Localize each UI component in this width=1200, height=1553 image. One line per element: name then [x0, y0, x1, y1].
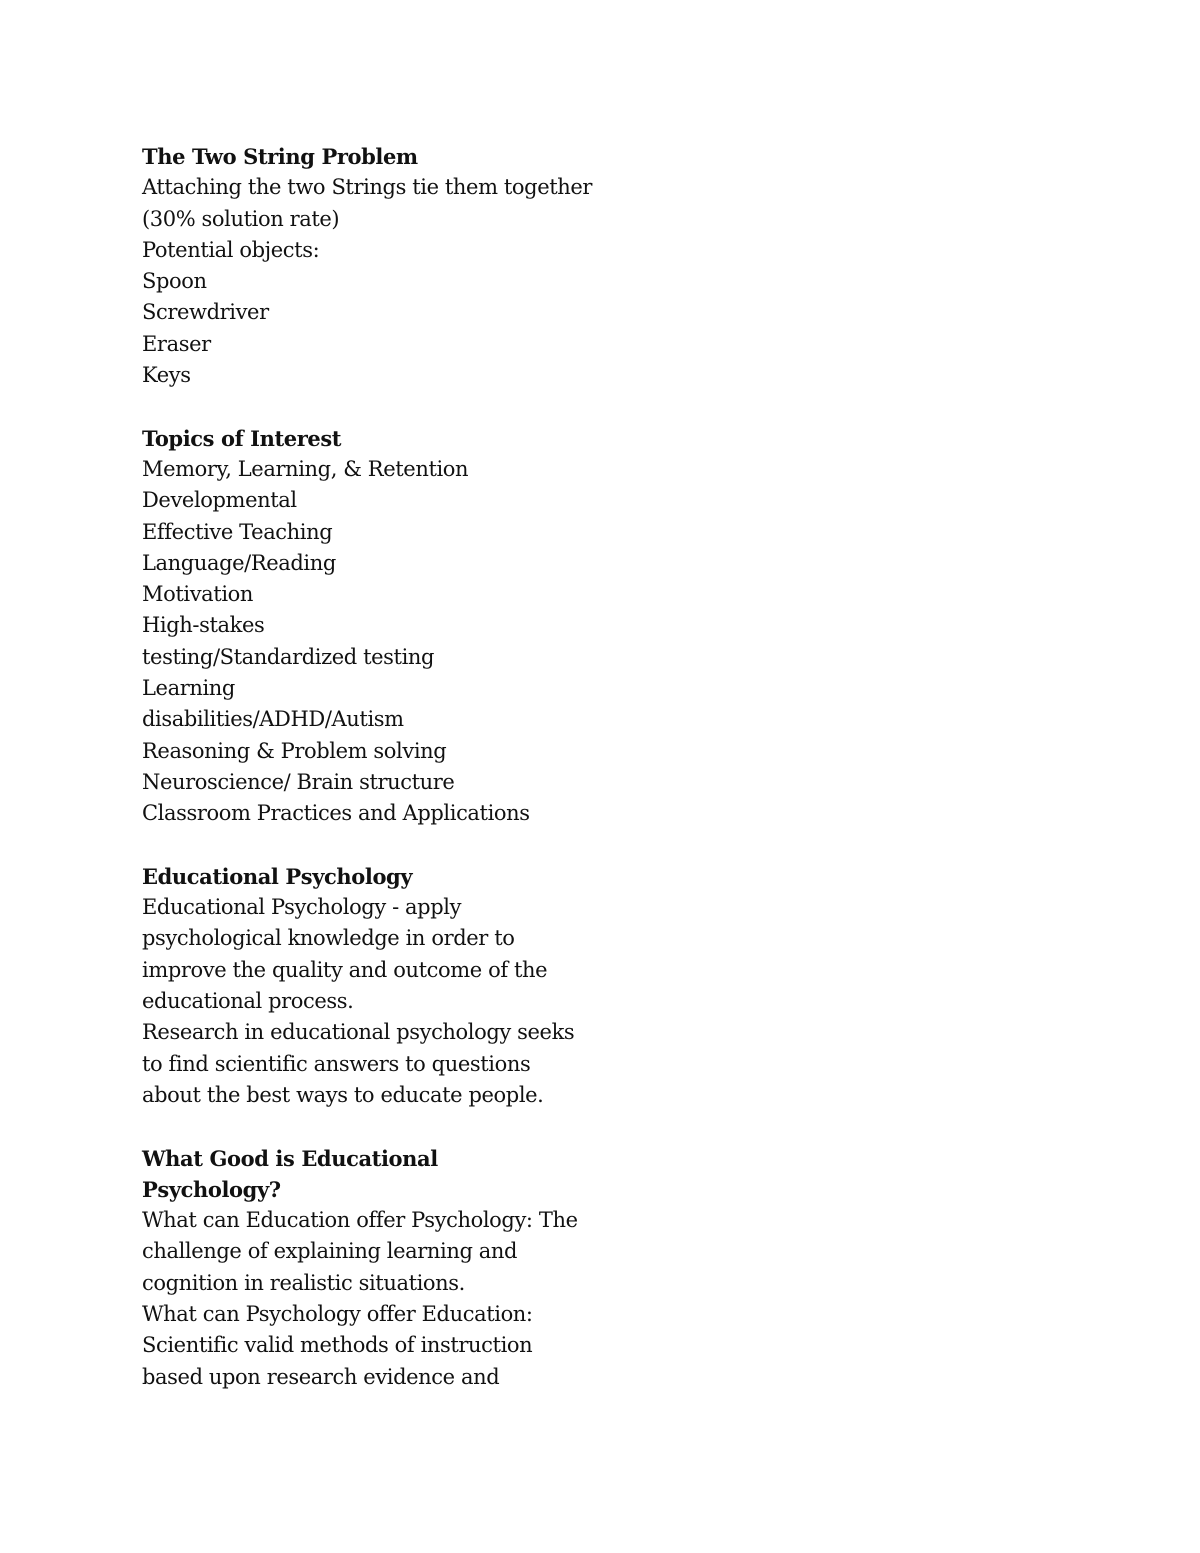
section-heading: Educational Psychology — [142, 863, 413, 889]
text-line: to find scientific answers to questions — [142, 1051, 531, 1076]
text-line: Spoon — [142, 269, 207, 294]
document-body — [142, 141, 622, 1393]
text-line: about the best ways to educate people. — [142, 1082, 544, 1107]
text-line: challenge of explaining learning and — [142, 1239, 518, 1264]
text-line: (30% solution rate) — [142, 206, 340, 231]
text-line: improve the quality and outcome of the — [142, 957, 548, 982]
text-line: based upon research evidence and — [142, 1364, 500, 1389]
text-line: Neuroscience/ Brain structure — [142, 769, 455, 794]
text-line: Language/Reading — [142, 550, 336, 575]
text-line: testing/Standardized testing — [142, 644, 435, 669]
text-line: Attaching the two Strings tie them together — [142, 175, 593, 200]
text-line: cognition in realistic situations. — [142, 1270, 465, 1295]
section-heading: Psychology? — [142, 1176, 281, 1202]
text-line: Keys — [142, 363, 191, 388]
text-line: Scientific valid methods of instruction — [142, 1333, 533, 1358]
text-line: What can Psychology offer Education: — [142, 1301, 533, 1326]
text-line: educational process. — [142, 989, 354, 1014]
text-line: Reasoning & Problem solving — [142, 738, 447, 763]
text-line: Research in educational psychology seeks — [142, 1020, 575, 1045]
text-line: Potential objects: — [142, 237, 320, 262]
text-line: Learning — [142, 676, 235, 701]
text-line: Classroom Practices and Applications — [142, 801, 530, 826]
text-line: psychological knowledge in order to — [142, 926, 515, 951]
section-topics-of-interest — [142, 423, 622, 830]
section-educational-psychology — [142, 861, 622, 1111]
text-line: Developmental — [142, 488, 297, 513]
text-line: disabilities/ADHD/Autism — [142, 707, 404, 732]
text-line: Memory, Learning, & Retention — [142, 456, 469, 481]
text-line: Educational Psychology - apply — [142, 895, 462, 920]
text-line: Eraser — [142, 331, 211, 356]
section-two-string-problem — [142, 141, 622, 391]
section-what-good-is-educational-psychology — [142, 1143, 622, 1393]
section-heading: The Two String Problem — [142, 144, 418, 169]
text-line: Motivation — [142, 582, 254, 607]
text-line: Screwdriver — [142, 300, 269, 325]
text-line: High-stakes — [142, 613, 265, 638]
text-line: Effective Teaching — [142, 519, 333, 544]
section-heading: What Good is Educational — [142, 1145, 438, 1171]
text-line: What can Education offer Psychology: The — [142, 1208, 578, 1233]
section-heading: Topics of Interest — [142, 425, 342, 451]
